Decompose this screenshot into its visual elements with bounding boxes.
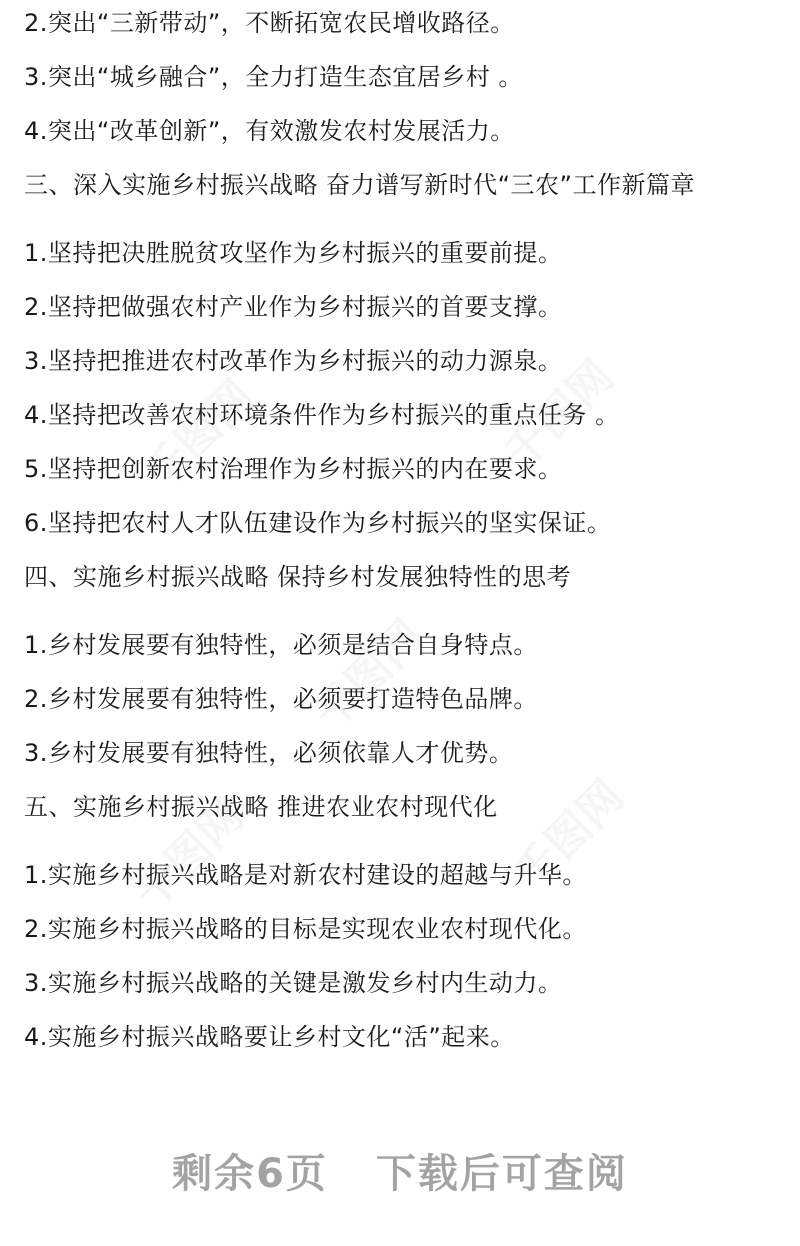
list-item: 3.实施乡村振兴战略的关键是激发乡村内生动力。 (24, 969, 563, 997)
download-prompt[interactable] (0, 1142, 800, 1199)
list-item: 4.突出“改革创新”，有效激发农村发展活力。 (24, 117, 515, 145)
watermark: 千图网 (304, 610, 434, 740)
list-item: 1.实施乡村振兴战略是对新农村建设的超越与升华。 (24, 861, 587, 889)
watermark: 千图网 (124, 790, 254, 920)
list-item: 3.坚持把推进农村改革作为乡村振兴的动力源泉。 (24, 347, 563, 375)
list-item: 1.乡村发展要有独特性，必须是结合自身特点。 (24, 631, 538, 659)
list-item: 4.坚持把改善农村环境条件作为乡村振兴的重点任务 。 (24, 401, 620, 429)
list-item: 4.实施乡村振兴战略要让乡村文化“活”起来。 (24, 1023, 515, 1051)
list-item: 2.突出“三新带动”，不断拓宽农民增收路径。 (24, 9, 515, 37)
download-to-view-label: 下载后可查阅 (375, 1151, 628, 1197)
list-item: 1.坚持把决胜脱贫攻坚作为乡村振兴的重要前提。 (24, 239, 563, 267)
list-item: 2.实施乡村振兴战略的目标是实现农业农村现代化。 (24, 915, 587, 943)
list-item: 3.乡村发展要有独特性，必须依靠人才优势。 (24, 739, 514, 767)
list-item: 2.坚持把做强农村产业作为乡村振兴的首要支撑。 (24, 293, 563, 321)
remaining-pages-label: 剩余6页 (172, 1151, 328, 1197)
section-heading: 五、实施乡村振兴战略 推进农业农村现代化 (24, 793, 498, 821)
list-item: 3.突出“城乡融合”，全力打造生态宜居乡村 。 (24, 63, 523, 91)
watermark: 千图网 (494, 350, 624, 480)
watermark: 千图网 (134, 370, 264, 500)
section-heading: 三、深入实施乡村振兴战略 奋力谱写新时代“三农”工作新篇章 (24, 171, 695, 199)
list-item: 5.坚持把创新农村治理作为乡村振兴的内在要求。 (24, 455, 563, 483)
list-item: 2.乡村发展要有独特性，必须要打造特色品牌。 (24, 685, 538, 713)
watermark: 千图网 (504, 770, 634, 900)
list-item: 6.坚持把农村人才队伍建设作为乡村振兴的坚实保证。 (24, 509, 612, 537)
section-heading: 四、实施乡村振兴战略 保持乡村发展独特性的思考 (24, 563, 572, 591)
